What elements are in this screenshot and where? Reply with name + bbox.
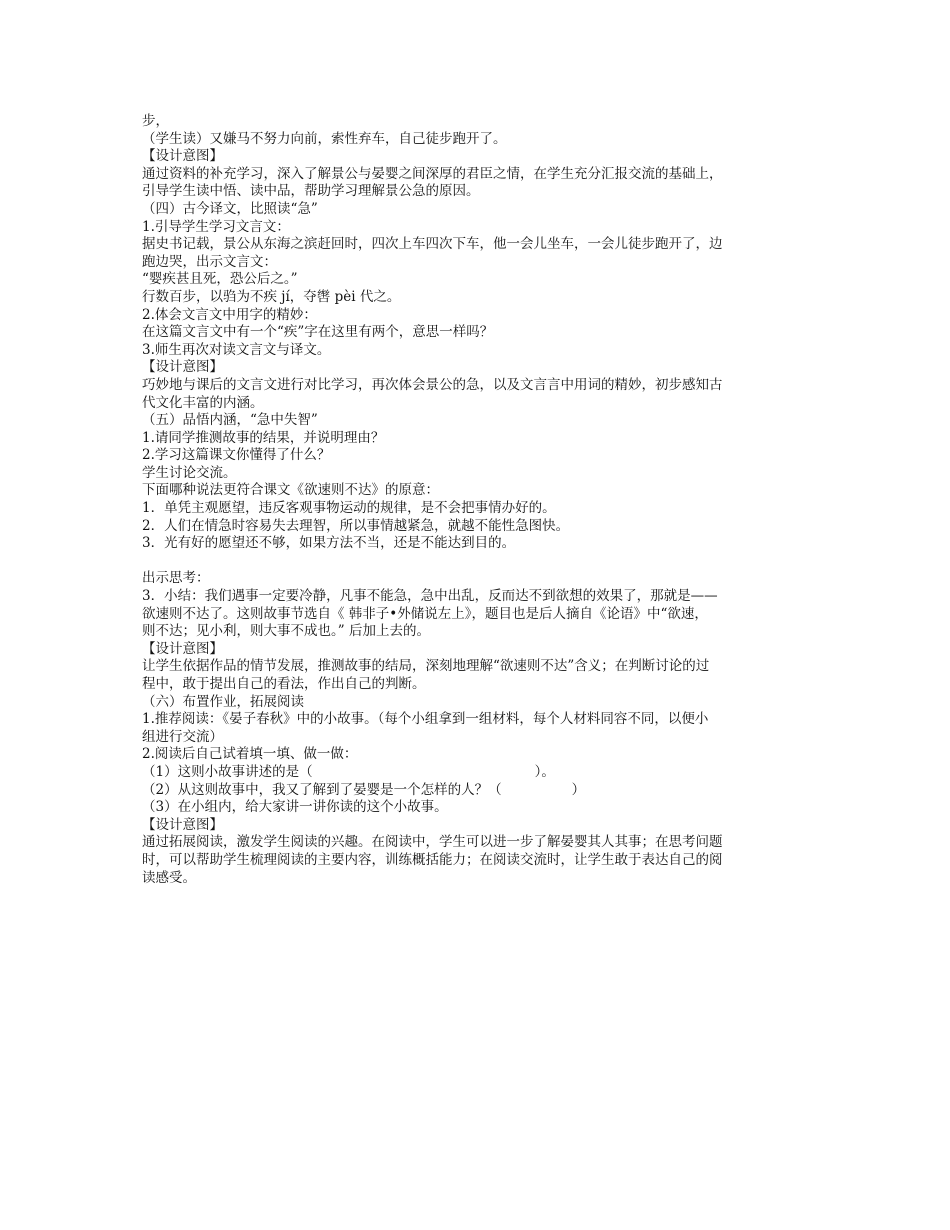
section-title-4: （四）古今译文，比照读“急” bbox=[142, 200, 318, 217]
text-line: 时，可以帮助学生梳理阅读的主要内容，训练概括能力；在阅读交流时，让学生敢于表达自己的阅 bbox=[142, 851, 723, 868]
option-line: 3．光有好的愿望还不够，如果方法不当，还是不能达到目的。 bbox=[142, 535, 516, 552]
text-line: 通过资料的补充学习，深入了解景公与晏婴之间深厚的君臣之情，在学生充分汇报交流的基础上， bbox=[142, 165, 723, 182]
text-line: （3）在小组内，给大家讲一讲你读的这个小故事。 bbox=[142, 799, 448, 816]
text-line: 学生讨论交流。 bbox=[142, 464, 237, 481]
text-line: 让学生依据作品的情节发展，推测故事的结局，深刻地理解“欲速则不达”含义；在判断讨论的过 bbox=[142, 658, 710, 675]
text-line: 组进行交流） bbox=[142, 728, 223, 745]
section-heading-design-intent: 【设计意图】 bbox=[142, 816, 223, 833]
text-line: 巧妙地与课后的文言文进行对比学习，再次体会景公的急，以及文言言中用词的精妙，初步感知古 bbox=[142, 376, 723, 393]
text-line: 下面哪种说法更符合课文《欲速则不达》的原意： bbox=[142, 482, 439, 499]
text-line: 出示思考： bbox=[142, 570, 210, 587]
classical-quote: 行数百步，以驺为不疾 jí，夺辔 pèi 代之。 bbox=[142, 288, 401, 305]
section-heading-design-intent: 【设计意图】 bbox=[142, 359, 223, 376]
question-text: （2）从这则故事中，我又了解到了晏婴是一个怎样的人？（ bbox=[142, 781, 502, 798]
section-title-5: （五）品悟内涵，“急中失智” bbox=[142, 412, 318, 429]
section-title-6: （六）布置作业，拓展阅读 bbox=[142, 693, 304, 710]
text-line: 3.师生再次对读文言文与译文。 bbox=[142, 341, 331, 358]
text-line: 程中，敢于提出自己的看法，作出自己的判断。 bbox=[142, 676, 426, 692]
section-heading-design-intent: 【设计意图】 bbox=[142, 148, 223, 165]
text-line: 据史书记载，景公从东海之滨赶回时，四次上车四次下车，他一会儿坐车，一会儿徒步跑开了，边 bbox=[142, 236, 723, 253]
blank-close: ）。 bbox=[534, 763, 555, 780]
text-line: 读感受。 bbox=[142, 869, 196, 886]
text-line: 通过拓展阅读，激发学生阅读的兴趣。在阅读中，学生可以进一步了解晏婴其人其事；在思考问题 bbox=[142, 834, 723, 851]
option-line: 2．人们在情急时容易失去理智，所以事情越紧急，就越不能性急图快。 bbox=[142, 517, 570, 534]
text-line: 1.推荐阅读：《晏子春秋》中的小故事。（每个小组拿到一组材料，每个人材料同容不同，以便小 bbox=[142, 711, 709, 728]
text-line: 2.学习这篇课文你懂得了什么？ bbox=[142, 447, 331, 464]
text-line: 2.体会文言文中用字的精妙： bbox=[142, 306, 317, 323]
text-line: 1.请同学推测故事的结果，并说明理由？ bbox=[142, 429, 385, 446]
question-text: （1）这则小故事讲述的是（ bbox=[142, 763, 313, 780]
text-line: 步， bbox=[142, 113, 169, 129]
text-line: 欲速则不达了。这则故事节选自《 韩非子•外储说左上》，题目也是后人摘自《论语》中“欲速， bbox=[142, 605, 708, 622]
text-line: 跑边哭，出示文言文： bbox=[142, 253, 277, 270]
text-line: （学生读）又嫌马不努力向前，索性弃车，自己徒步跑开了。 bbox=[142, 130, 507, 147]
classical-quote: “婴疾甚且死，恐公后之。” bbox=[142, 271, 298, 288]
text-line: 3．小结：我们遇事一定要冷静，凡事不能急，急中出乱，反而达不到欲想的效果了，那就是—— bbox=[142, 588, 718, 605]
text-line: 代文化丰富的内涵。 bbox=[142, 394, 264, 411]
text-line: 则不达；见小利，则大事不成也。” 后加上去的。 bbox=[142, 623, 430, 640]
blank-close: ） bbox=[571, 781, 586, 798]
text-line: 1.引导学生学习文言文： bbox=[142, 218, 290, 235]
text-line: 引导学生读中悟、读中品，帮助学习理解景公急的原因。 bbox=[142, 183, 480, 200]
option-line: 1．单凭主观愿望，违反客观事物运动的规律，是不会把事情办好的。 bbox=[142, 500, 556, 517]
text-line: 在这篇文言文中有一个“疾”字在这里有两个，意思一样吗？ bbox=[142, 324, 494, 341]
fill-in-question-2 bbox=[142, 782, 822, 800]
blank-line bbox=[142, 553, 822, 571]
fill-in-question-1 bbox=[142, 764, 822, 782]
section-heading-design-intent: 【设计意图】 bbox=[142, 640, 223, 657]
text-line: 2.阅读后自己试着填一填、做一做： bbox=[142, 746, 358, 763]
document-page bbox=[142, 113, 822, 887]
